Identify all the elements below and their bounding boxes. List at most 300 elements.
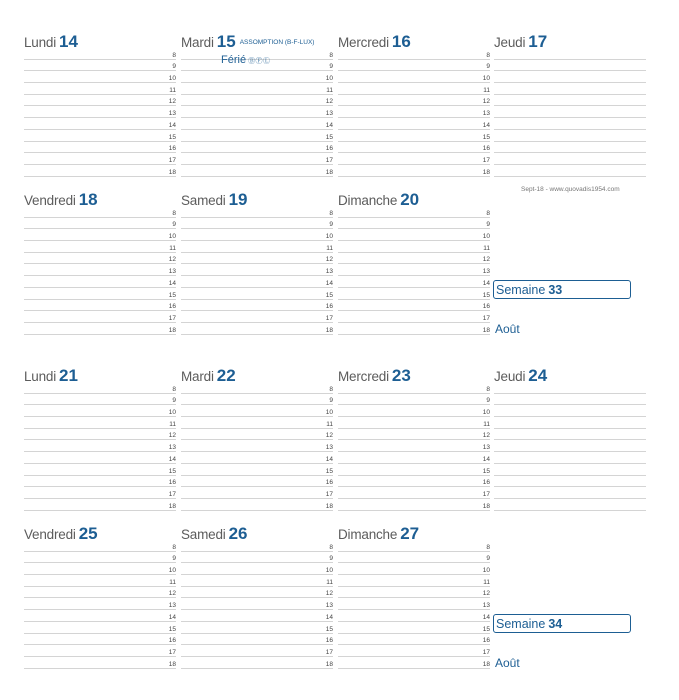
hour-label: 14	[482, 279, 490, 287]
hour-label: 16	[325, 303, 333, 311]
country-badges: ⒷⒻⓁ	[248, 58, 271, 65]
day-name: Lundi	[24, 369, 57, 384]
hour-label: 10	[482, 567, 490, 575]
hour-row[interactable]	[181, 657, 333, 669]
hour-label: 8	[486, 385, 490, 393]
hour-row[interactable]	[24, 622, 176, 634]
hour-row[interactable]	[494, 130, 646, 142]
hour-label: 16	[168, 479, 176, 487]
hour-label: 18	[168, 660, 176, 668]
hour-row[interactable]	[24, 241, 176, 253]
hour-row[interactable]	[494, 382, 646, 394]
hour-row[interactable]	[338, 106, 490, 118]
hour-row[interactable]	[24, 60, 176, 72]
hour-row[interactable]	[181, 476, 333, 488]
hour-label: 11	[169, 578, 176, 586]
hour-label: 9	[486, 397, 490, 405]
hour-row[interactable]	[24, 71, 176, 83]
hour-lines	[338, 48, 490, 177]
hour-row[interactable]	[181, 288, 333, 300]
hour-row[interactable]	[338, 405, 490, 417]
hour-label: 13	[168, 110, 176, 118]
week-number: 33	[548, 283, 563, 297]
day-block	[338, 524, 490, 668]
hour-label: 10	[325, 409, 333, 417]
hour-row[interactable]	[181, 142, 333, 154]
hour-row[interactable]	[24, 476, 176, 488]
hour-row[interactable]	[338, 241, 490, 253]
hour-label: 16	[482, 637, 490, 645]
hour-label: 16	[482, 145, 490, 153]
hour-row[interactable]	[24, 264, 176, 276]
hour-row[interactable]	[338, 276, 490, 288]
hour-row[interactable]	[338, 487, 490, 499]
hour-row[interactable]	[181, 394, 333, 406]
hour-row[interactable]	[494, 499, 646, 511]
hour-row[interactable]	[338, 563, 490, 575]
hour-row[interactable]	[181, 645, 333, 657]
hour-label: 18	[325, 168, 333, 176]
hour-label: 12	[168, 432, 176, 440]
hour-label: 17	[168, 314, 176, 322]
hour-row[interactable]	[494, 153, 646, 165]
hour-label: 18	[325, 660, 333, 668]
hour-label: 11	[483, 420, 490, 428]
hour-label: 14	[168, 279, 176, 287]
day-number: 24	[528, 366, 548, 385]
hour-label: 10	[168, 409, 176, 417]
day-block	[338, 190, 490, 334]
hour-lines	[494, 48, 646, 177]
hour-label: 12	[168, 98, 176, 106]
hour-row[interactable]	[338, 60, 490, 72]
hour-label: 12	[482, 256, 490, 264]
hour-row[interactable]	[24, 311, 176, 323]
hour-label: 15	[168, 133, 176, 141]
hour-row[interactable]	[338, 153, 490, 165]
hour-row[interactable]	[494, 60, 646, 72]
hour-label: 10	[325, 233, 333, 241]
hour-row[interactable]	[24, 405, 176, 417]
hour-label: 14	[482, 613, 490, 621]
hour-row[interactable]	[181, 440, 333, 452]
hour-label: 9	[172, 555, 176, 563]
hour-row[interactable]	[181, 206, 333, 218]
hour-row[interactable]	[494, 106, 646, 118]
holiday-note	[221, 54, 271, 66]
hour-label: 9	[486, 63, 490, 71]
hour-row[interactable]	[181, 218, 333, 230]
hour-label: 10	[168, 75, 176, 83]
week-label: Semaine	[496, 617, 546, 631]
hour-row[interactable]	[494, 487, 646, 499]
hour-row[interactable]	[181, 311, 333, 323]
hour-row[interactable]	[181, 487, 333, 499]
hour-label: 11	[483, 244, 490, 252]
hour-row[interactable]	[181, 276, 333, 288]
hour-label: 11	[483, 86, 490, 94]
hour-label: 14	[168, 613, 176, 621]
hour-row[interactable]	[24, 575, 176, 587]
hour-label: 14	[168, 121, 176, 129]
hour-row[interactable]	[494, 464, 646, 476]
day-number: 15	[216, 32, 236, 51]
hour-row[interactable]	[181, 575, 333, 587]
hour-label: 16	[482, 303, 490, 311]
hour-label: 15	[325, 625, 333, 633]
hour-row[interactable]	[181, 106, 333, 118]
hour-row[interactable]	[181, 429, 333, 441]
hour-row[interactable]	[181, 598, 333, 610]
hour-row[interactable]	[181, 587, 333, 599]
hour-row[interactable]	[494, 440, 646, 452]
hour-label: 11	[326, 420, 333, 428]
holiday-label: ASSOMPTION (B-F-LUX)	[239, 39, 315, 46]
hour-lines	[494, 382, 646, 511]
hour-row[interactable]	[338, 229, 490, 241]
hour-row[interactable]	[494, 95, 646, 107]
hour-row[interactable]	[494, 429, 646, 441]
hour-row[interactable]	[24, 452, 176, 464]
hour-row[interactable]	[338, 552, 490, 564]
hour-label: 9	[329, 63, 333, 71]
hour-row[interactable]	[338, 48, 490, 60]
hour-row[interactable]	[181, 83, 333, 95]
day-number: 26	[228, 524, 248, 543]
hour-label: 17	[325, 314, 333, 322]
hour-row[interactable]	[494, 405, 646, 417]
hour-row[interactable]	[24, 382, 176, 394]
hour-label: 18	[168, 502, 176, 510]
day-number: 19	[228, 190, 248, 209]
day-name: Mardi	[181, 369, 214, 384]
hour-row[interactable]	[24, 598, 176, 610]
day-name: Jeudi	[494, 369, 526, 384]
hour-row[interactable]	[494, 417, 646, 429]
day-number: 20	[400, 190, 420, 209]
hour-row[interactable]	[338, 206, 490, 218]
hour-lines	[24, 382, 176, 511]
hour-label: 11	[169, 420, 176, 428]
hour-row[interactable]	[181, 95, 333, 107]
hour-row[interactable]	[338, 71, 490, 83]
day-number: 23	[391, 366, 411, 385]
hour-row[interactable]	[338, 394, 490, 406]
hour-label: 9	[329, 397, 333, 405]
hour-row[interactable]	[338, 622, 490, 634]
hour-row[interactable]	[338, 499, 490, 511]
hour-lines	[181, 540, 333, 669]
hour-label: 15	[325, 133, 333, 141]
hour-label: 18	[325, 326, 333, 334]
hour-label: 16	[168, 637, 176, 645]
week-box	[493, 280, 631, 299]
hour-label: 15	[168, 467, 176, 475]
hour-row[interactable]	[338, 300, 490, 312]
hour-label: 18	[482, 326, 490, 334]
hour-row[interactable]	[181, 499, 333, 511]
hour-row[interactable]	[338, 130, 490, 142]
hour-label: 11	[326, 86, 333, 94]
hour-label: 15	[482, 291, 490, 299]
hour-label: 11	[169, 86, 176, 94]
hour-label: 13	[325, 268, 333, 276]
hour-label: 11	[326, 244, 333, 252]
hour-label: 18	[325, 502, 333, 510]
hour-label: 10	[482, 409, 490, 417]
hour-label: 13	[482, 110, 490, 118]
hour-label: 9	[486, 555, 490, 563]
hour-row[interactable]	[181, 417, 333, 429]
hour-row[interactable]	[24, 394, 176, 406]
day-block	[181, 190, 333, 334]
hour-row[interactable]	[338, 118, 490, 130]
hour-row[interactable]	[24, 587, 176, 599]
hour-row[interactable]	[338, 323, 490, 335]
day-name: Vendredi	[24, 193, 76, 208]
hour-label: 17	[168, 648, 176, 656]
hour-row[interactable]	[181, 634, 333, 646]
hour-lines	[338, 382, 490, 511]
hour-row[interactable]	[181, 165, 333, 177]
hour-row[interactable]	[181, 153, 333, 165]
day-name: Samedi	[181, 193, 226, 208]
hour-row[interactable]	[494, 71, 646, 83]
hour-row[interactable]	[24, 429, 176, 441]
hour-label: 17	[168, 490, 176, 498]
day-block	[338, 32, 490, 176]
hour-row[interactable]	[494, 476, 646, 488]
hour-row[interactable]	[24, 48, 176, 60]
hour-row[interactable]	[181, 253, 333, 265]
day-block	[181, 366, 333, 510]
hour-row[interactable]	[494, 83, 646, 95]
hour-lines	[181, 48, 333, 177]
hour-row[interactable]	[338, 575, 490, 587]
hour-row[interactable]	[494, 165, 646, 177]
hour-row[interactable]	[181, 405, 333, 417]
hour-row[interactable]	[24, 657, 176, 669]
hour-row[interactable]	[181, 130, 333, 142]
hour-row[interactable]	[181, 382, 333, 394]
hour-row[interactable]	[181, 464, 333, 476]
day-block	[494, 32, 646, 52]
day-block	[181, 524, 333, 668]
hour-label: 14	[325, 121, 333, 129]
hour-row[interactable]	[24, 440, 176, 452]
hour-row[interactable]	[338, 264, 490, 276]
hour-row[interactable]	[24, 142, 176, 154]
day-number: 25	[78, 524, 98, 543]
hour-row[interactable]	[24, 634, 176, 646]
hour-label: 13	[482, 268, 490, 276]
hour-row[interactable]	[338, 311, 490, 323]
hour-row[interactable]	[24, 165, 176, 177]
hour-label: 13	[168, 268, 176, 276]
hour-label: 11	[169, 244, 176, 252]
hour-label: 8	[486, 209, 490, 217]
hour-label: 12	[325, 98, 333, 106]
hour-row[interactable]	[24, 464, 176, 476]
hour-row[interactable]	[338, 464, 490, 476]
hour-row[interactable]	[494, 142, 646, 154]
hour-row[interactable]	[24, 130, 176, 142]
hour-label: 14	[325, 613, 333, 621]
hour-row[interactable]	[338, 218, 490, 230]
hour-row[interactable]	[24, 323, 176, 335]
hour-row[interactable]	[338, 452, 490, 464]
day-block	[494, 366, 646, 386]
hour-row[interactable]	[24, 153, 176, 165]
day-name: Mercredi	[338, 35, 389, 50]
hour-row[interactable]	[24, 487, 176, 499]
hour-label: 15	[482, 133, 490, 141]
hour-lines	[24, 206, 176, 335]
day-name: Dimanche	[338, 193, 398, 208]
hour-lines	[24, 540, 176, 669]
hour-label: 18	[482, 660, 490, 668]
day-number: 22	[216, 366, 236, 385]
hour-row[interactable]	[24, 106, 176, 118]
hour-row[interactable]	[24, 563, 176, 575]
hour-label: 12	[325, 432, 333, 440]
hour-label: 11	[483, 578, 490, 586]
hour-row[interactable]	[181, 229, 333, 241]
hour-label: 15	[325, 467, 333, 475]
week-number: 34	[548, 617, 563, 631]
hour-row[interactable]	[24, 95, 176, 107]
hour-label: 18	[482, 168, 490, 176]
day-number: 21	[59, 366, 78, 385]
hour-row[interactable]	[338, 95, 490, 107]
hour-row[interactable]	[181, 610, 333, 622]
day-number: 18	[78, 190, 98, 209]
hour-label: 16	[168, 145, 176, 153]
hour-row[interactable]	[181, 300, 333, 312]
hour-row[interactable]	[24, 300, 176, 312]
day-block	[24, 32, 176, 176]
hour-row[interactable]	[24, 218, 176, 230]
hour-row[interactable]	[24, 206, 176, 218]
day-number: 27	[400, 524, 420, 543]
hour-row[interactable]	[338, 476, 490, 488]
hour-row[interactable]	[24, 645, 176, 657]
hour-row[interactable]	[338, 165, 490, 177]
hour-row[interactable]	[494, 452, 646, 464]
hour-row[interactable]	[338, 440, 490, 452]
hour-label: 10	[168, 567, 176, 575]
hour-row[interactable]	[494, 394, 646, 406]
day-number: 17	[528, 32, 548, 51]
hour-row[interactable]	[338, 253, 490, 265]
hour-label: 13	[325, 110, 333, 118]
hour-row[interactable]	[338, 587, 490, 599]
publisher-credit: Sept-18 - www.quovadis1954.com	[521, 186, 620, 193]
hour-row[interactable]	[338, 417, 490, 429]
hour-row[interactable]	[181, 540, 333, 552]
hour-row[interactable]	[24, 83, 176, 95]
hour-label: 17	[325, 648, 333, 656]
hour-label: 8	[172, 51, 176, 59]
hour-row[interactable]	[181, 118, 333, 130]
hour-row[interactable]	[494, 118, 646, 130]
hour-row[interactable]	[338, 598, 490, 610]
hour-label: 8	[172, 385, 176, 393]
hour-row[interactable]	[181, 452, 333, 464]
hour-row[interactable]	[338, 288, 490, 300]
hour-row[interactable]	[24, 288, 176, 300]
hour-row[interactable]	[181, 241, 333, 253]
hour-row[interactable]	[181, 323, 333, 335]
hour-label: 16	[168, 303, 176, 311]
hour-label: 14	[325, 279, 333, 287]
day-block	[24, 524, 176, 668]
hour-row[interactable]	[24, 499, 176, 511]
hour-row[interactable]	[338, 540, 490, 552]
hour-label: 9	[172, 397, 176, 405]
hour-label: 9	[172, 221, 176, 229]
hour-label: 8	[486, 543, 490, 551]
hour-label: 15	[168, 625, 176, 633]
hour-row[interactable]	[24, 552, 176, 564]
day-name: Mardi	[181, 35, 214, 50]
hour-row[interactable]	[24, 540, 176, 552]
hour-row[interactable]	[338, 657, 490, 669]
hour-row[interactable]	[24, 417, 176, 429]
hour-row[interactable]	[24, 253, 176, 265]
hour-label: 18	[168, 168, 176, 176]
hour-label: 17	[482, 156, 490, 164]
hour-label: 12	[325, 590, 333, 598]
hour-label: 15	[168, 291, 176, 299]
hour-row[interactable]	[181, 622, 333, 634]
hour-label: 15	[325, 291, 333, 299]
hour-row[interactable]	[338, 429, 490, 441]
hour-label: 8	[329, 209, 333, 217]
hour-row[interactable]	[181, 563, 333, 575]
month-label: Août	[495, 322, 520, 336]
hour-label: 17	[325, 490, 333, 498]
hour-label: 14	[168, 455, 176, 463]
hour-row[interactable]	[338, 83, 490, 95]
hour-row[interactable]	[338, 382, 490, 394]
hour-row[interactable]	[338, 634, 490, 646]
hour-label: 13	[168, 444, 176, 452]
hour-row[interactable]	[181, 71, 333, 83]
day-block	[181, 32, 333, 176]
hour-label: 10	[482, 233, 490, 241]
hour-row[interactable]	[338, 645, 490, 657]
day-name: Mercredi	[338, 369, 389, 384]
hour-label: 12	[168, 590, 176, 598]
hour-row[interactable]	[338, 610, 490, 622]
hour-label: 15	[482, 467, 490, 475]
hour-row[interactable]	[494, 48, 646, 60]
hour-label: 9	[329, 555, 333, 563]
hour-row[interactable]	[24, 118, 176, 130]
hour-label: 10	[325, 567, 333, 575]
day-block	[24, 190, 176, 334]
hour-lines	[338, 206, 490, 335]
hour-row[interactable]	[181, 264, 333, 276]
hour-row[interactable]	[338, 142, 490, 154]
holiday-note-text: Férié	[221, 54, 247, 66]
hour-row[interactable]	[181, 552, 333, 564]
hour-row[interactable]	[24, 276, 176, 288]
day-name: Lundi	[24, 35, 57, 50]
hour-row[interactable]	[24, 610, 176, 622]
hour-row[interactable]	[24, 229, 176, 241]
